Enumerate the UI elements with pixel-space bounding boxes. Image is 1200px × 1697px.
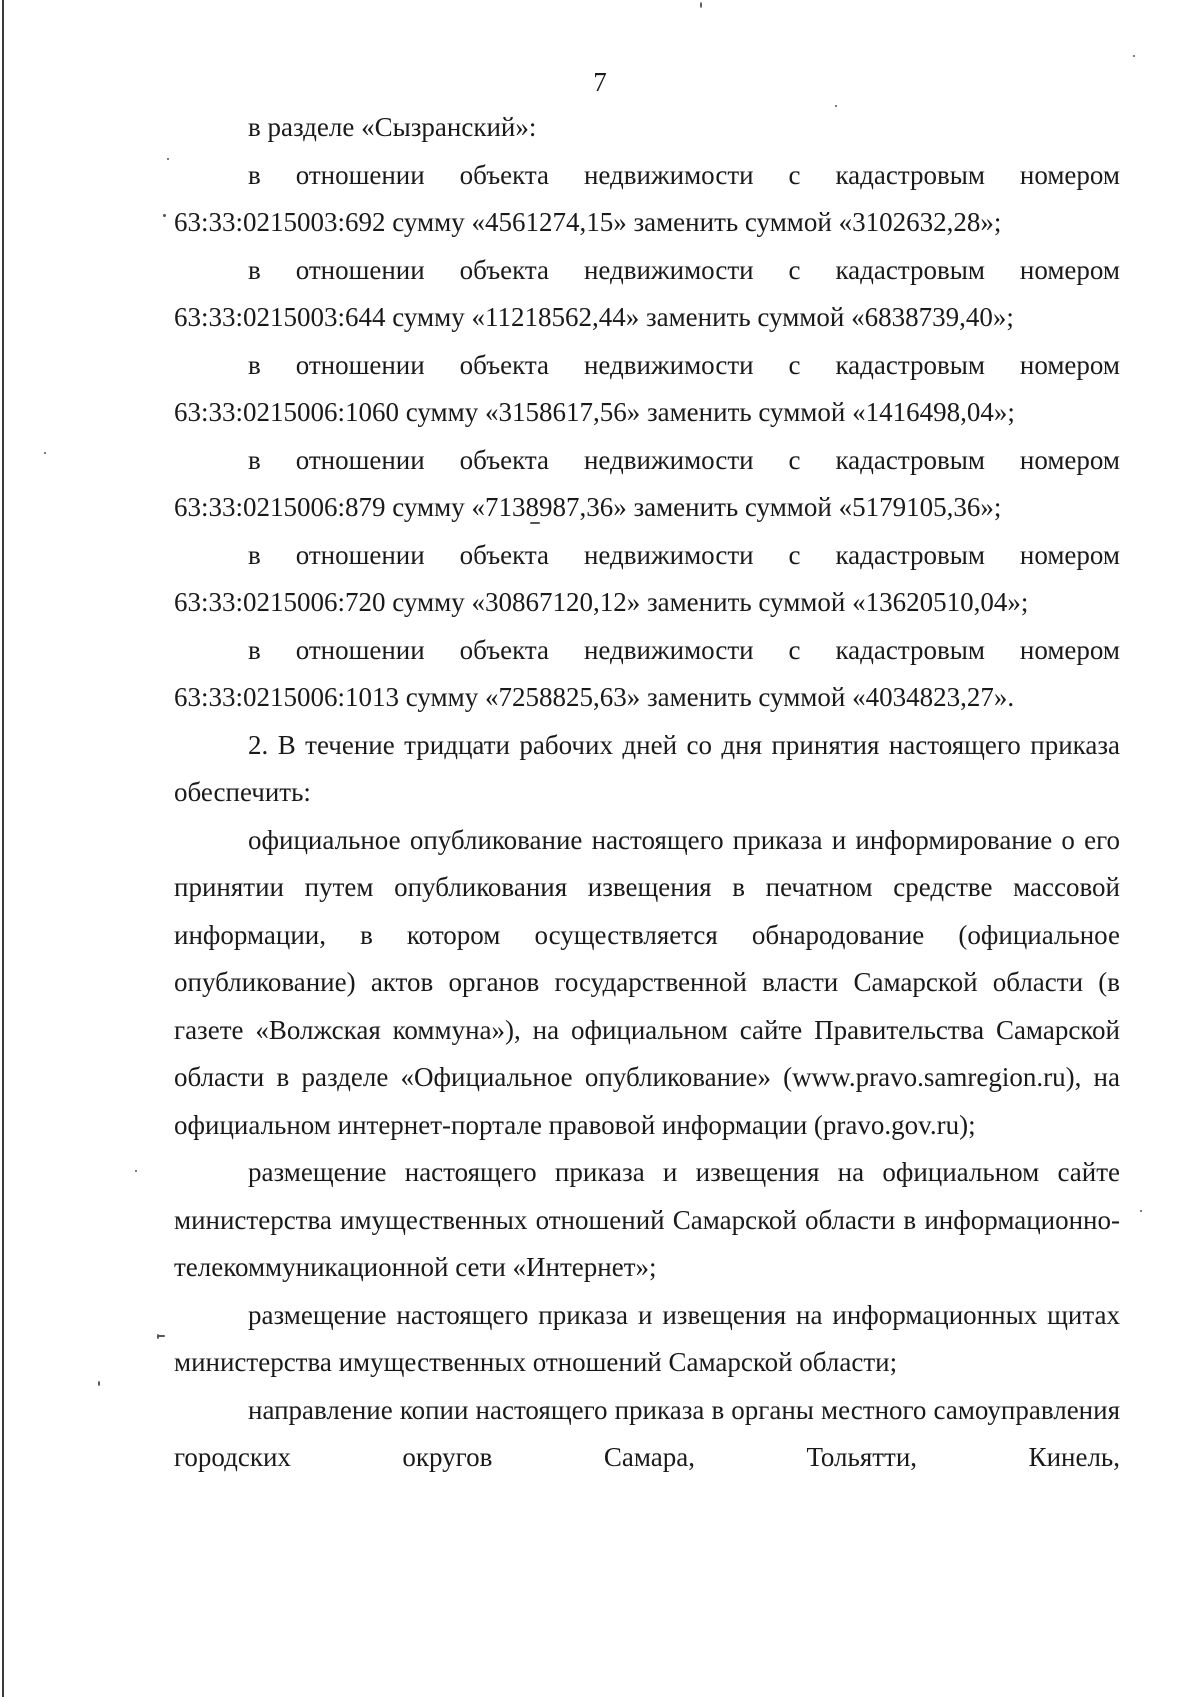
clause-item: официальное опубликование настоящего приказа и информирование о его принятии путем опубликования извещения в печатном средстве массовой информации, в котором осуществляется обнародование (официальное опубликование) актов органов государственной власти Самарской области (в газете «Волжская коммуна»), на официальном сайте Правительства Самарской области в разделе «Официальное опубликование» (www.pravo.samregion.ru), на официальном интернет-портале правовой информации (pravo.gov.ru); xyxy=(174,824,1120,1140)
scan-speck xyxy=(700,2,702,8)
scan-speck xyxy=(157,1335,165,1337)
scan-edge-line xyxy=(2,0,4,1697)
amendment-item: в отношении объекта недвижимости с кадастровым номером 63:33:0215003:692 сумму «4561274,15» заменить суммой «3102632,28»; xyxy=(174,159,1120,237)
amendment-item: в отношении объекта недвижимости с кадастровым номером 63:33:0215003:644 сумму «11218562,44» заменить суммой «6838739,40»; xyxy=(174,254,1120,332)
scan-speck xyxy=(1133,55,1135,57)
clause-item: размещение настоящего приказа и извещения на официальном сайте министерства имущественных отношений Самарской области в информационно-телекоммуникационной сети «Интернет»; xyxy=(174,1157,1120,1282)
scan-speck xyxy=(835,105,837,107)
amendment-item: в отношении объекта недвижимости с кадастровым номером 63:33:0215006:1060 сумму «3158617,56» заменить суммой «1416498,04»; xyxy=(174,349,1120,427)
clause-2: 2. В течение тридцати рабочих дней со дня принятия настоящего приказа обеспечить: xyxy=(174,729,1120,807)
page-number: 7 xyxy=(593,67,607,97)
scan-speck xyxy=(135,1170,137,1172)
scan-speck xyxy=(1140,1210,1142,1212)
amendment-item: в отношении объекта недвижимости с кадастровым номером 63:33:0215006:720 сумму «30867120,12» заменить суммой «13620510,04»; xyxy=(174,539,1120,617)
section-heading: в разделе «Сызранский»: xyxy=(248,112,537,142)
clause-item: направление копии настоящего приказа в органы местного самоуправления городских округов Самара, Тольятти, Кинель, xyxy=(174,1394,1120,1472)
scan-speck xyxy=(163,214,166,217)
clause-item: размещение настоящего приказа и извещения на информационных щитах министерства имущественных отношений Самарской области; xyxy=(174,1299,1120,1377)
amendment-item: в отношении объекта недвижимости с кадастровым номером 63:33:0215006:879 сумму «7138987,36» заменить суммой «5179105,36»; xyxy=(174,444,1120,522)
scan-speck xyxy=(44,452,46,454)
amendment-item: в отношении объекта недвижимости с кадастровым номером 63:33:0215006:1013 сумму «7258825,63» заменить суммой «4034823,27». xyxy=(174,634,1120,712)
scan-speck xyxy=(530,522,540,524)
scan-speck xyxy=(167,158,169,160)
document-body xyxy=(174,104,1120,1482)
scan-speck xyxy=(98,1381,100,1386)
